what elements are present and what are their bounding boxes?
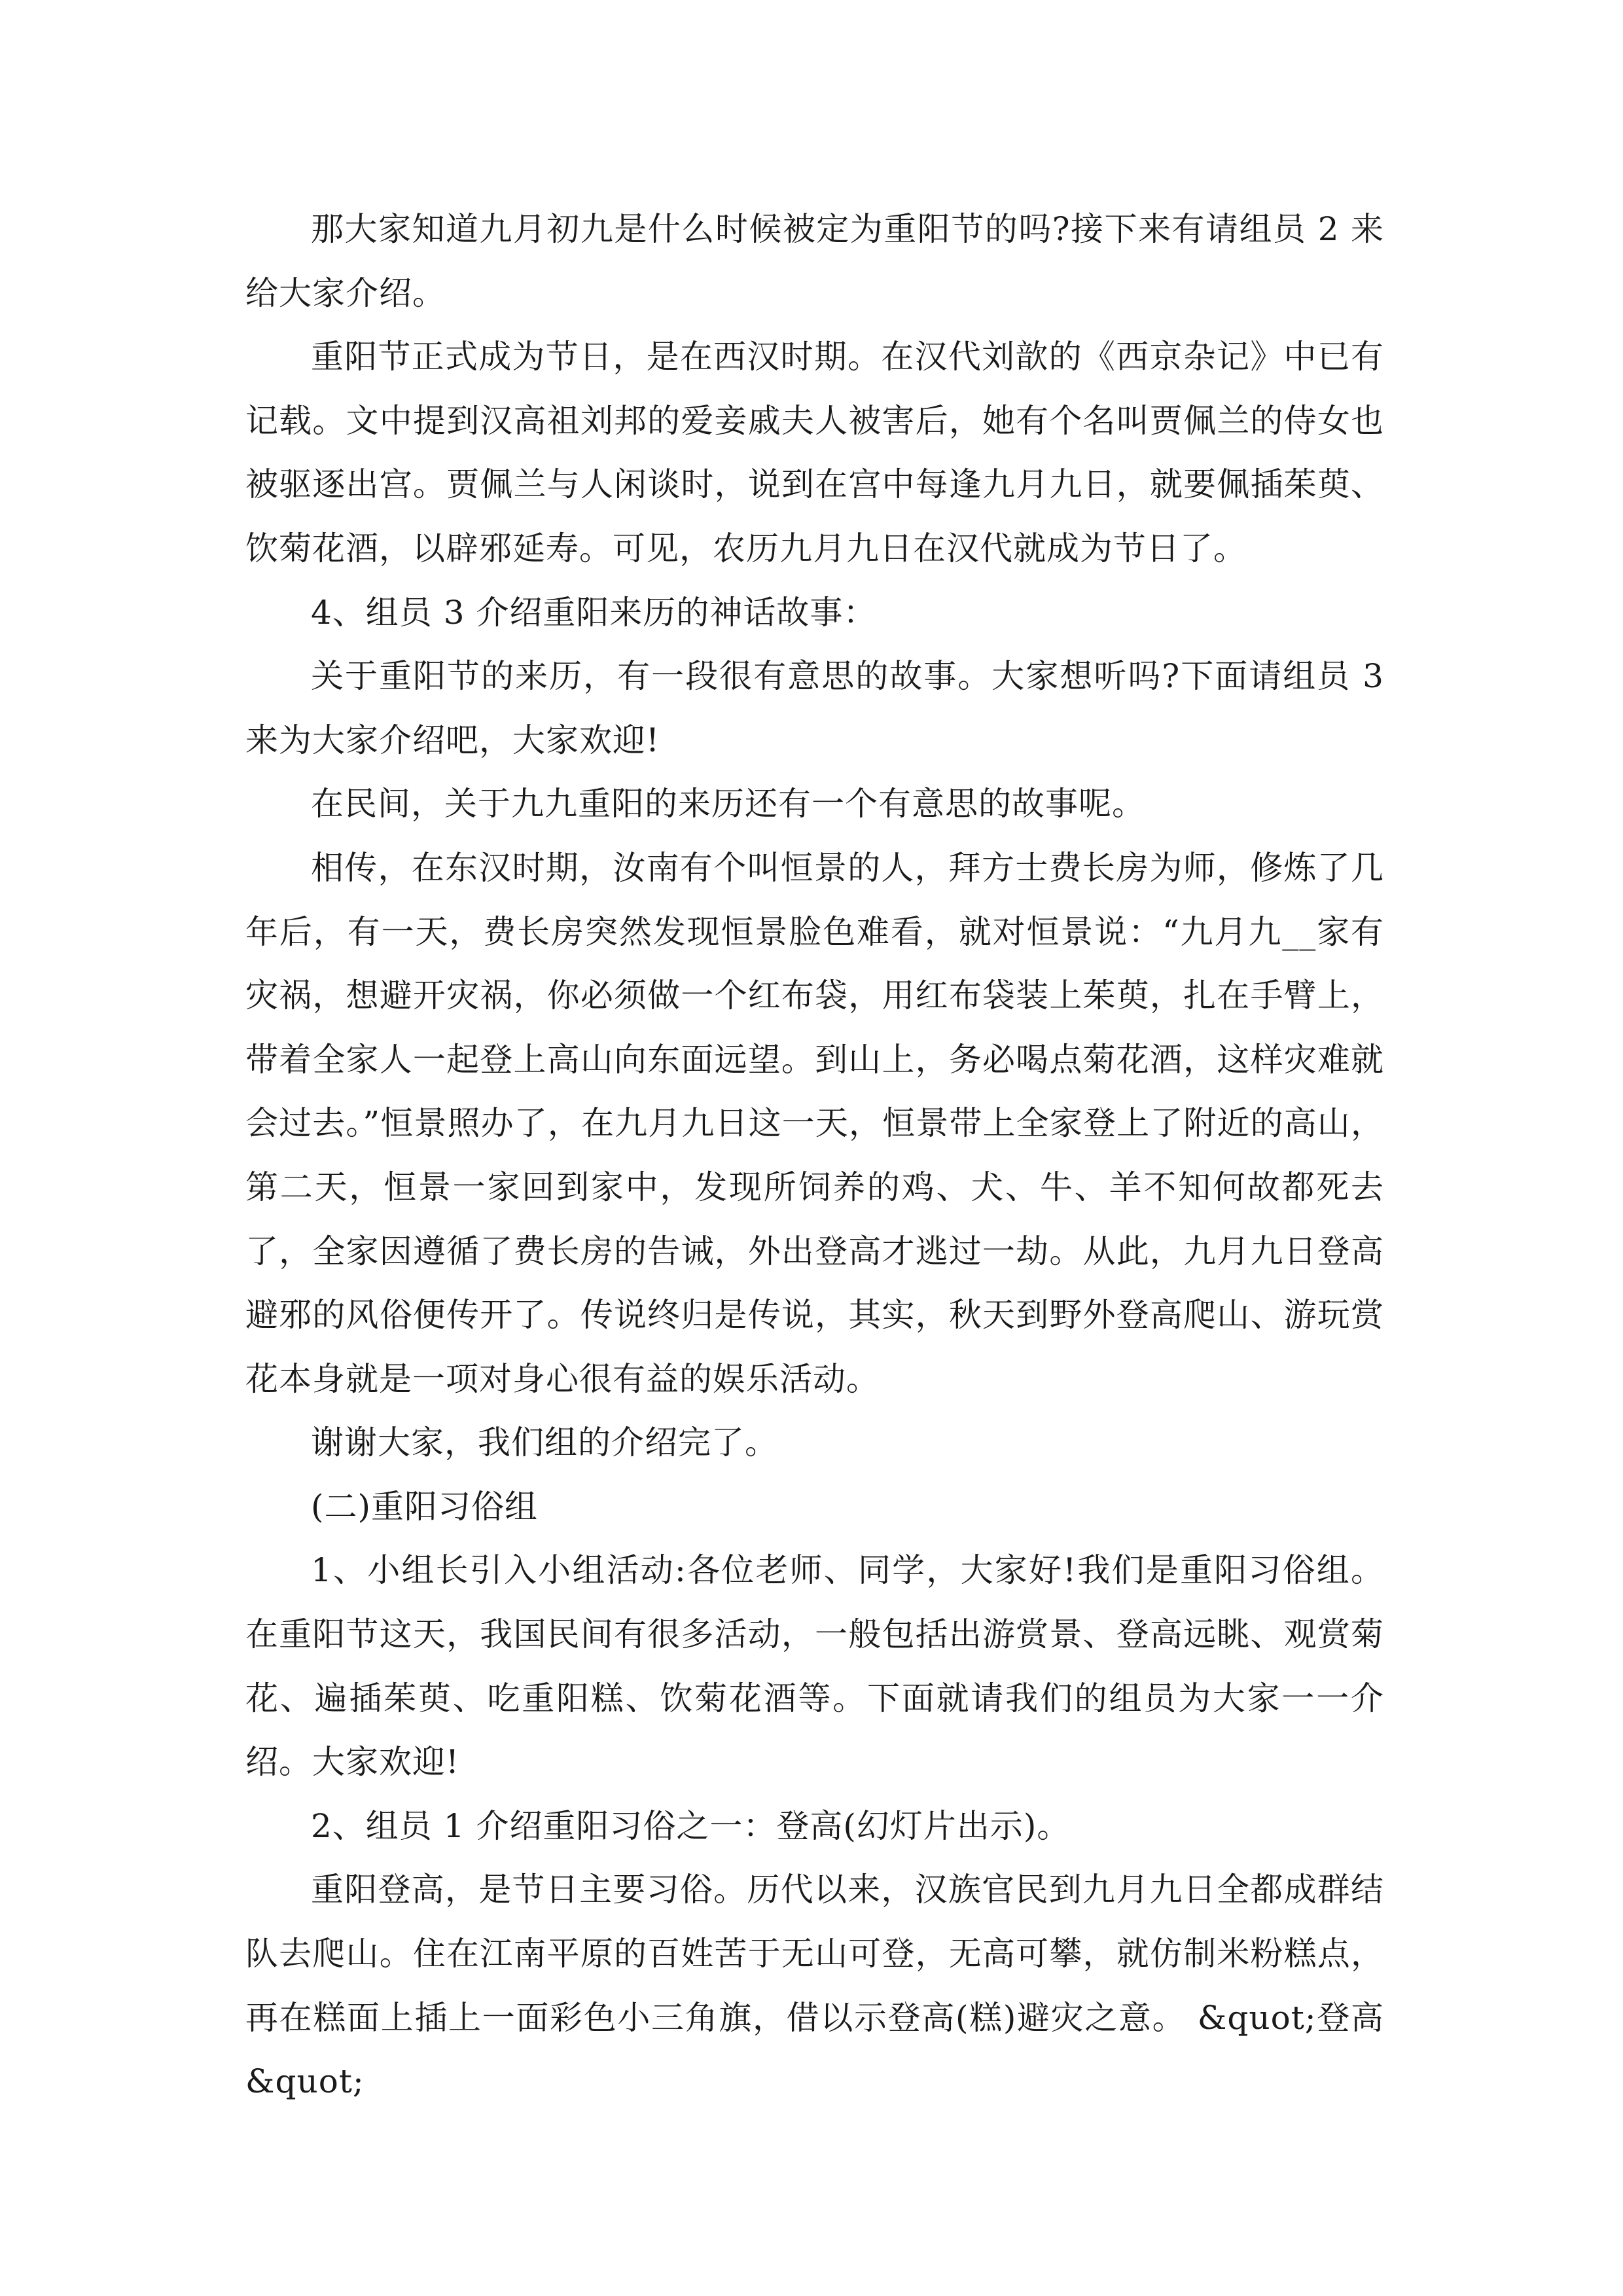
document-body [245, 198, 1384, 2114]
section-heading: 4、组员 3 介绍重阳来历的神话故事： [311, 593, 877, 632]
paragraph: 相传，在东汉时期，汝南有个叫恒景的人，拜方士费长房为师，修炼了几年后，有一天，费长房突然发现恒景脸色难看，就对恒景说：“九月九__家有灾祸，想避开灾祸，你必须做一个红布袋，用红布袋装上茱萸，扎在手臂上，带着全家人一起登上高山向东面远望。到山上，务必喝点菊花酒，这样灾难就会过去。”恒景照办了，在九月九日这一天，恒景带上全家登上了附近的高山，第二天，恒景一家回到家中，发现所饲养的鸡、犬、牛、羊不知何故都死去了，全家因遵循了费长房的告诫，外出登高才逃过一劫。从此，九月九日登高避邪的风俗便传开了。传说终归是传说，其实，秋天到野外登高爬山、游玩赏花本身就是一项对身心很有益的娱乐活动。 [245, 848, 1384, 1398]
paragraph: 重阳登高，是节日主要习俗。历代以来，汉族官民到九月九日全都成群结队去爬山。住在江南平原的百姓苦于无山可登，无高可攀，就仿制米粉糕点，再在糕面上插上一面彩色小三角旗，借以示登高(糕)避灾之意。 &quot;登高&quot; [245, 1871, 1384, 2101]
paragraph: 重阳节正式成为节日，是在西汉时期。在汉代刘歆的《西京杂记》中已有记载。文中提到汉高祖刘邦的爱妾戚夫人被害后，她有个名叫贾佩兰的侍女也被驱逐出宫。贾佩兰与人闲谈时，说到在宫中每逢九月九日，就要佩插茱萸、饮菊花酒，以辟邪延寿。可见，农历九月九日在汉代就成为节日了。 [245, 338, 1384, 567]
paragraph: 那大家知道九月初九是什么时候被定为重阳节的吗?接下来有请组员 2 来给大家介绍。 [245, 210, 1384, 312]
paragraph: 在民间，关于九九重阳的来历还有一个有意思的故事呢。 [311, 785, 1145, 823]
section-heading: (二)重阳习俗组 [311, 1487, 539, 1526]
paragraph: 谢谢大家，我们组的介绍完了。 [311, 1424, 778, 1462]
section-heading: 2、组员 1 介绍重阳习俗之一：登高(幻灯片出示)。 [311, 1806, 1071, 1845]
paragraph: 关于重阳节的来历，有一段很有意思的故事。大家想听吗?下面请组员 3 来为大家介绍吧，大家欢迎! [245, 657, 1384, 759]
paragraph: 1、小组长引入小组活动:各位老师、同学，大家好!我们是重阳习俗组。在重阳节这天，我国民间有很多活动，一般包括出游赏景、登高远眺、观赏菊花、遍插茱萸、吃重阳糕、饮菊花酒等。下面就请我们的组员为大家一一介绍。大家欢迎! [245, 1551, 1384, 1782]
